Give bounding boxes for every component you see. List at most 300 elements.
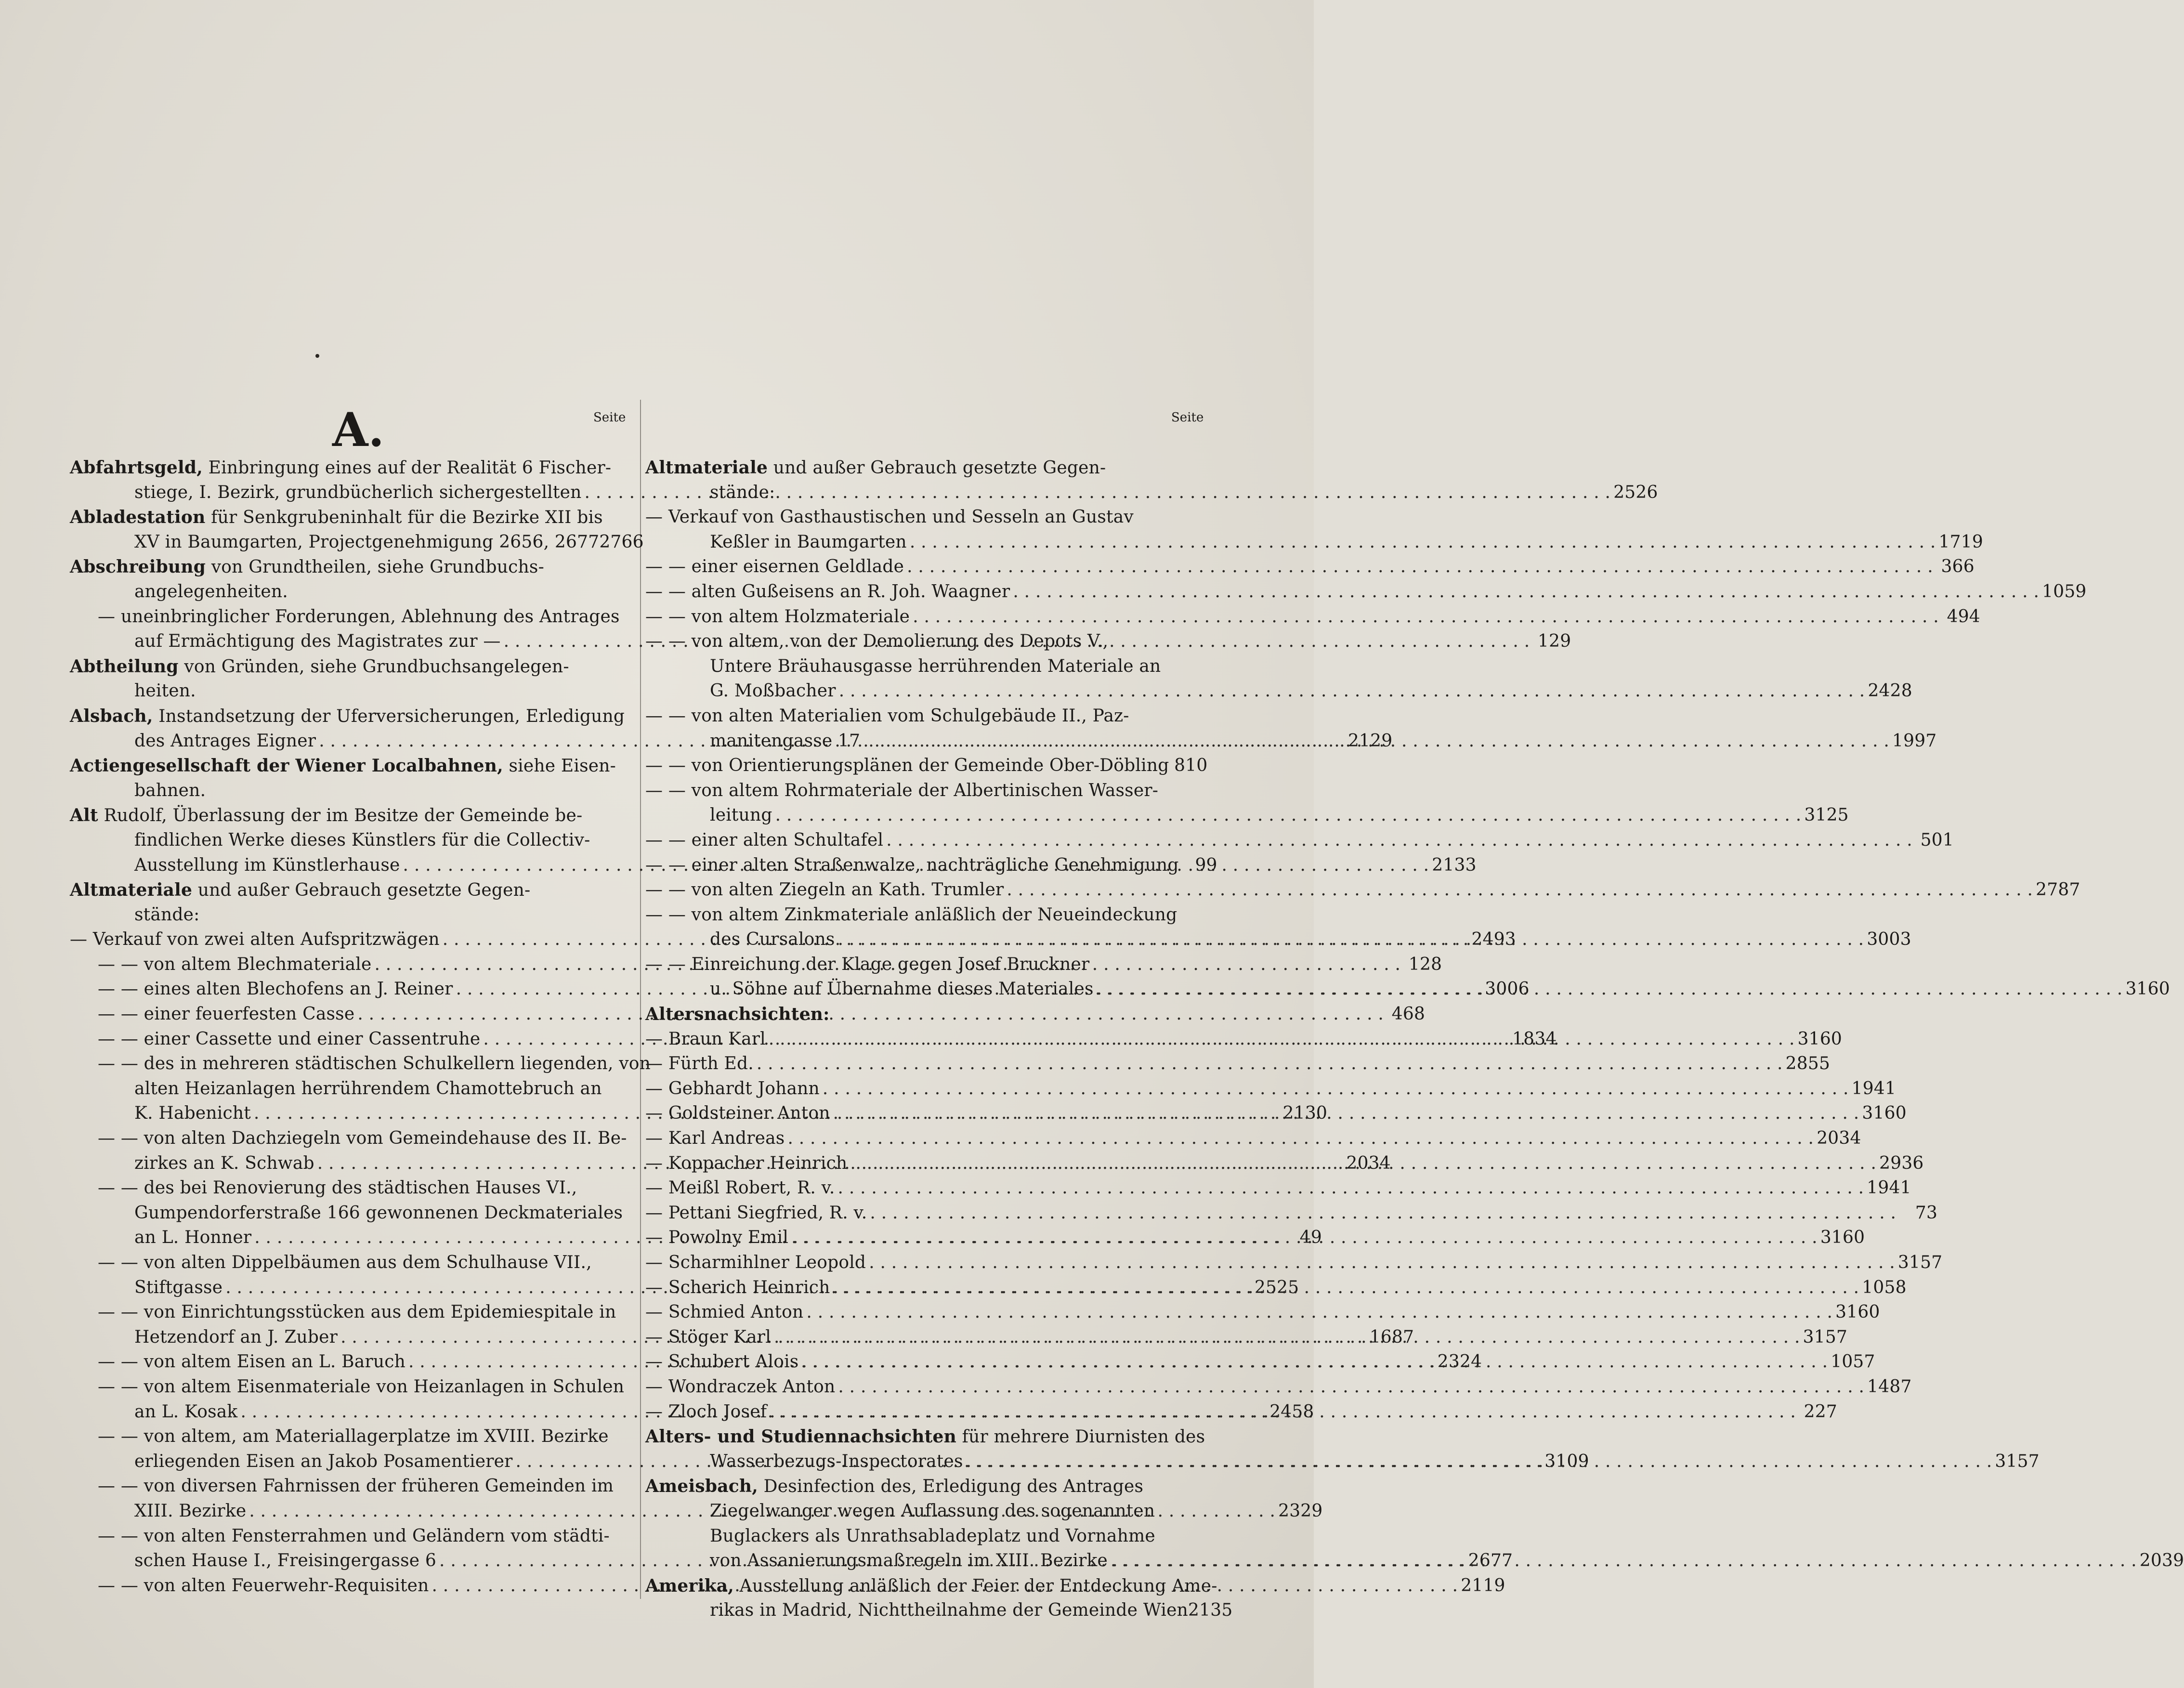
index-entry-text — [645, 557, 904, 576]
index-line — [645, 706, 1198, 731]
index-line — [645, 805, 1849, 830]
page-number: 2526 — [1613, 482, 1658, 502]
dot-leader — [1097, 979, 2123, 999]
index-line — [70, 656, 624, 681]
index-entry-body: Untere Bräuhausgasse herrührenden Materiale an — [710, 656, 1161, 676]
index-entry-body: — — von altem, am Materiallagerplatze im XVIII. Bezirke — [98, 1426, 609, 1447]
page-number: 49 — [1299, 1228, 1322, 1248]
index-entry-text — [710, 532, 907, 552]
index-entry-text — [134, 830, 590, 850]
index-entry-body: — Gebhardt Johann — [645, 1078, 820, 1099]
page-number: 2493 — [1471, 929, 1516, 950]
index-keyword: Altersnachsichten: — [645, 1004, 830, 1025]
dot-leader — [966, 1452, 1992, 1471]
index-entry-text — [645, 507, 1134, 527]
index-keyword: Alsbach, — [70, 706, 153, 726]
index-entry-text — [645, 1004, 830, 1024]
index-entry-body: — — einer eisernen Geldlade — [645, 557, 904, 577]
page-number: 2034 — [1346, 1153, 1391, 1173]
index-entry-body: rikas in Madrid, Nichttheilnahme der Gemeinde Wien — [710, 1600, 1188, 1621]
index-entry-text — [134, 582, 288, 602]
index-entry-body: — — von diversen Fahrnissen der früheren Gemeinden im — [98, 1476, 614, 1496]
index-line — [645, 483, 1198, 508]
page-number: 3006 — [1485, 979, 1530, 999]
dot-leader — [757, 1054, 1783, 1073]
index-entry-text — [645, 1377, 835, 1397]
index-entry-text — [134, 1203, 623, 1223]
index-entry-body: u. Söhne auf Übernahme dieses Materiales — [710, 979, 1094, 999]
dot-leader — [838, 1377, 1864, 1397]
index-entry-text — [98, 1054, 651, 1073]
index-line — [645, 781, 1198, 806]
index-entry-text — [645, 582, 1010, 602]
index-entry-text — [98, 1178, 577, 1198]
index-line — [70, 1377, 624, 1402]
dot-leader — [774, 1327, 1800, 1347]
index-entry-body: — — alten Gußeisens an R. Joh. Waagner — [645, 581, 1010, 602]
index-entry-body: zirkes an K. Schwab — [134, 1153, 314, 1173]
index-line — [645, 1476, 1198, 1501]
index-entry-text — [70, 656, 569, 677]
page-number: 2130 — [1282, 1103, 1328, 1124]
index-entry-text — [134, 631, 501, 651]
dot-leader — [907, 557, 1933, 576]
index-line — [70, 1178, 624, 1203]
index-entry-body: — Stöger Karl — [645, 1327, 771, 1347]
dot-leader — [1007, 880, 2033, 900]
index-entry-text — [645, 1327, 771, 1347]
index-entry-text — [645, 905, 1177, 925]
index-entry-body: alten Heizanlagen herrührendem Chamottebruch an — [134, 1078, 602, 1099]
index-line — [645, 532, 1983, 557]
index-entry-body: — — von Einrichtungsstücken aus dem Epidemiespitale in — [98, 1302, 616, 1322]
index-entry-text — [98, 1526, 610, 1546]
index-entry-body: Ausstellung anläßlich der Feier der Entdeckung Ame- — [733, 1576, 1217, 1596]
index-entry-body: — — einer alten Straßenwalze, nachträgliche Genehmigung — [645, 855, 1179, 875]
index-line — [70, 706, 624, 731]
dot-leader — [838, 929, 1864, 949]
index-entry-body: stiege, I. Bezirk, grundbücherlich sichergestellten — [134, 482, 582, 502]
index-entry-text — [710, 1600, 1188, 1620]
index-entry-text — [98, 1302, 616, 1322]
index-line — [70, 805, 624, 830]
page-number: 366 — [1941, 557, 1975, 577]
index-line — [645, 756, 1208, 781]
index-entry-body: stände: — [134, 904, 200, 925]
index-entry-body: — — von alten Dachziegeln vom Gemeindehause des II. Be- — [98, 1128, 627, 1149]
page-number: 2787 — [2036, 880, 2080, 900]
index-entry-body: — Powolny Emil — [645, 1228, 789, 1248]
dot-leader — [838, 1178, 1864, 1198]
index-line — [70, 582, 624, 607]
index-entry-text — [645, 1426, 1205, 1447]
index-entry-text — [645, 1054, 754, 1073]
dot-leader — [787, 1128, 1814, 1148]
index-entry-body: Keßler in Baumgarten — [710, 532, 907, 552]
page-number: 2034 — [1817, 1128, 1861, 1149]
index-line — [645, 581, 2087, 607]
index-line — [645, 1078, 1896, 1104]
index-entry-text — [98, 1352, 405, 1372]
index-line — [645, 458, 1198, 483]
page-number: 2039 — [2139, 1551, 2184, 1571]
index-line — [645, 1575, 1217, 1601]
dot-leader — [850, 1153, 1876, 1173]
index-line — [645, 557, 1975, 582]
index-line — [645, 855, 1217, 880]
index-line — [70, 1526, 624, 1551]
index-entry-text — [710, 1501, 1155, 1521]
index-keyword: Abschreibung — [70, 557, 206, 577]
index-entry-body: Ziegelwanger wegen Auflassung des sogenannten — [710, 1501, 1155, 1521]
page-number: 810 — [1174, 756, 1208, 776]
index-entry-text — [134, 905, 199, 925]
index-entry-text — [134, 1103, 251, 1123]
index-entry-text — [98, 1576, 429, 1596]
page-number: 2133 — [1432, 855, 1477, 875]
index-entry-body: Stiftgasse — [134, 1277, 223, 1297]
index-entry-text — [645, 955, 1089, 974]
index-line — [645, 1302, 1880, 1327]
index-entry-body: — Fürth Ed. — [645, 1054, 754, 1074]
index-entry-body: — Karl Andreas — [645, 1128, 785, 1149]
index-entry-text — [98, 1253, 592, 1272]
index-line — [645, 955, 1198, 980]
index-entry-body: — Zloch Josef — [645, 1401, 767, 1422]
index-entry-body: — — von altem Eisen an L. Baruch — [98, 1352, 406, 1372]
index-entry-body: — Wondraczek Anton — [645, 1376, 836, 1397]
index-entry-text — [134, 1327, 338, 1347]
index-entry-text — [645, 1178, 835, 1198]
page-number: 1941 — [1851, 1078, 1896, 1099]
index-entry-text — [645, 1278, 830, 1297]
index-line — [70, 905, 624, 930]
index-entry-text — [70, 557, 544, 577]
index-keyword: Altmateriale — [70, 880, 193, 901]
index-entry-text — [645, 1576, 1217, 1596]
index-keyword: Alt — [70, 805, 98, 826]
index-keyword: Abladestation — [70, 507, 206, 528]
dot-leader — [863, 731, 1889, 751]
index-entry-text — [70, 756, 616, 776]
index-entry-body: — — eines alten Blechofens an J. Reiner — [98, 979, 453, 999]
index-entry-text — [710, 979, 1094, 999]
index-entry-body: an L. Kosak — [134, 1401, 238, 1422]
index-line — [70, 1476, 624, 1501]
index-entry-body: — — von Orientierungsplänen der Gemeinde Ober-Döbling — [645, 756, 1169, 776]
index-entry-body: siehe Eisen- — [503, 756, 616, 776]
index-line — [645, 1600, 1233, 1625]
index-entry-text — [645, 1352, 798, 1372]
index-entry-text — [645, 631, 1108, 651]
index-entry-body: — Scharmihlner Leopold — [645, 1253, 866, 1272]
page-number: 3160 — [1797, 1029, 1843, 1049]
index-line — [645, 631, 1198, 656]
index-entry-body: — — des in mehreren städtischen Schulkellern liegenden, von — [98, 1054, 651, 1074]
index-entry-text — [710, 929, 835, 949]
index-entry-text — [134, 681, 196, 701]
index-entry-body: des Antrages Eigner — [134, 731, 316, 751]
page-number: 3003 — [1867, 929, 1911, 950]
index-entry-text — [134, 1153, 314, 1173]
index-line — [70, 756, 624, 781]
page-number: 73 — [1915, 1203, 1938, 1223]
index-entry-text — [70, 458, 611, 478]
index-entry-text — [70, 805, 582, 825]
index-entry-text — [134, 781, 206, 800]
index-entry-body: von Grundtheilen, siehe Grundbuchs- — [206, 557, 544, 577]
page-number: 2135 — [1188, 1600, 1233, 1621]
dot-leader — [913, 607, 1939, 627]
index-line — [70, 1426, 624, 1452]
index-entry-body: — — von altem Blechmateriale — [98, 954, 372, 974]
index-entry-body: Desinfection des, Erledigung des Antrages — [758, 1477, 1144, 1497]
index-line — [70, 1079, 624, 1104]
index-entry-body: — Goldsteiner Anton — [645, 1103, 830, 1124]
page-number: 494 — [1947, 606, 1980, 627]
page-number: 3157 — [1897, 1253, 1943, 1272]
index-entry-body: — — von alten Materialien vom Schulgebäude II., Paz- — [645, 706, 1129, 726]
page-column-header-left: Seite — [593, 410, 626, 425]
index-entry-text — [645, 1302, 803, 1322]
index-entry-body: manitengasse 17 — [710, 731, 861, 751]
page-number: 501 — [1920, 830, 1954, 850]
index-keyword: Abtheilung — [70, 656, 179, 677]
index-line — [645, 1501, 1198, 1526]
index-line — [645, 1203, 1938, 1228]
index-entry-text — [134, 1452, 513, 1471]
index-entry-text — [134, 483, 581, 502]
index-entry-body: — — von alten Dippelbäumen aus dem Schulhause VII., — [98, 1253, 592, 1272]
index-entry-text — [134, 1278, 222, 1297]
index-line — [70, 1302, 624, 1327]
index-entry-body: XIII. Bezirke — [134, 1501, 247, 1521]
index-entry-text — [645, 706, 1129, 726]
index-entry-body: für Senkgrubeninhalt für die Bezirke XII bis — [205, 508, 603, 528]
index-entry-body: für mehrere Diurnisten des — [956, 1427, 1205, 1447]
page-number: 1719 — [1938, 532, 1983, 552]
index-entry-body: — Braun Karl — [645, 1029, 766, 1049]
index-entry-body: — Verkauf von zwei alten Aufspritzwägen — [70, 929, 440, 950]
index-line — [70, 532, 644, 557]
index-entry-text — [70, 929, 440, 949]
index-line — [645, 830, 1954, 855]
index-entry-body: — — von altem Zinkmateriale anläßlich der Neueindeckung — [645, 904, 1177, 925]
index-entry-text — [70, 507, 603, 527]
index-line — [70, 1054, 651, 1079]
index-entry-text — [645, 781, 1158, 800]
index-entry-text — [645, 830, 883, 850]
index-line — [645, 1376, 1912, 1402]
page-number: 1687 — [1369, 1327, 1414, 1347]
index-line — [645, 905, 1198, 930]
page-number: 3160 — [1835, 1302, 1880, 1322]
page-number: 1997 — [1892, 731, 1937, 751]
index-keyword: Abfahrtsgeld, — [70, 458, 203, 478]
index-line — [70, 1203, 624, 1228]
page-number: 2525 — [1254, 1277, 1299, 1297]
page-number: 1834 — [1512, 1029, 1557, 1049]
index-entry-text — [710, 1551, 1108, 1570]
index-entry-body: — Schubert Alois — [645, 1352, 799, 1372]
index-entry-text — [134, 1402, 237, 1422]
section-letter: A. — [332, 403, 384, 457]
index-entry-body: und außer Gebrauch gesetzte Gegen- — [768, 458, 1106, 478]
index-line — [645, 681, 1912, 706]
index-entry-body: stände: — [710, 482, 775, 502]
index-entry-text — [98, 1128, 627, 1148]
index-entry-body: — — von alten Fensterrahmen und Geländern vom städti- — [98, 1526, 610, 1546]
index-entry-text — [134, 1501, 246, 1521]
index-entry-text — [98, 955, 371, 974]
index-entry-body: erliegenden Eisen an Jakob Posamentierer — [134, 1451, 513, 1471]
index-line — [645, 1426, 1205, 1452]
index-entry-text — [134, 1079, 602, 1099]
index-entry-text — [710, 681, 836, 701]
index-entry-body: G. Moßbacher — [710, 681, 836, 701]
index-entry-body: — Koppacher Heinrich — [645, 1153, 848, 1173]
index-keyword: Ameisbach, — [645, 1476, 758, 1497]
page-number: 468 — [1391, 1004, 1425, 1024]
page-number: 128 — [1408, 954, 1442, 974]
index-line — [645, 1128, 1861, 1153]
index-line — [70, 880, 624, 905]
index-entry-body: — Pettani Siegfried, R. v. — [645, 1203, 867, 1223]
index-entry-text — [98, 607, 620, 627]
index-entry-body: an L. Honner — [134, 1228, 252, 1248]
index-keyword: Altmateriale — [645, 458, 768, 478]
index-entry-text — [98, 979, 453, 999]
page-number: 2855 — [1785, 1054, 1831, 1074]
index-line — [645, 1253, 1943, 1278]
index-line — [70, 1253, 624, 1278]
page-number: 2329 — [1278, 1501, 1323, 1521]
index-entry-text — [645, 880, 1004, 900]
index-entry-body: Instandsetzung der Uferversicherungen, Erledigung — [153, 706, 625, 726]
index-entry-text — [98, 1029, 480, 1049]
index-entry-body: XV in Baumgarten, Projectgenehmigung 2656, 2677 — [134, 532, 600, 552]
index-entry-body: — — von alten Feuerwehr-Requisiten — [98, 1575, 429, 1596]
dot-leader — [870, 1203, 1896, 1223]
index-line — [645, 880, 2080, 905]
index-entry-text — [645, 1203, 867, 1223]
index-line — [70, 557, 624, 582]
index-line — [645, 606, 1980, 632]
index-entry-body: — Verkauf von Gasthaustischen und Sesseln an Gustav — [645, 507, 1134, 527]
index-keyword: Actiengesellschaft der Wiener Localbahnen, — [70, 756, 503, 776]
index-entry-text — [645, 607, 910, 627]
index-line — [645, 1178, 1911, 1203]
index-entry-text — [134, 532, 599, 552]
page-column-header-right: Seite — [1171, 410, 1204, 425]
index-entry-body: Gumpendorferstraße 166 gewonnenen Deckmateriales — [134, 1203, 623, 1223]
page-number: 129 — [1538, 631, 1571, 652]
dot-leader — [770, 1402, 1796, 1422]
dot-leader — [1013, 582, 2039, 602]
index-entry-body: — Meißl Robert, R. v. — [645, 1178, 835, 1198]
index-line — [70, 458, 624, 483]
index-line — [70, 781, 624, 806]
dot-leader — [801, 1352, 1828, 1372]
index-entry-text — [710, 805, 772, 825]
index-entry-text — [645, 1228, 788, 1247]
index-entry-body: von Gründen, siehe Grundbuchsangelegen- — [178, 656, 569, 677]
index-entry-text — [645, 756, 1169, 775]
index-entry-body: — — von alten Ziegeln an Kath. Trumler — [645, 880, 1004, 900]
index-entry-text — [645, 1253, 866, 1272]
index-entry-body: Ausstellung im Künstlerhause — [134, 855, 400, 875]
page-number: 99 — [1195, 855, 1217, 875]
index-entry-text — [645, 458, 1106, 478]
index-entry-text — [645, 1079, 820, 1099]
page-number: 3157 — [1995, 1451, 2040, 1471]
index-line — [645, 656, 1198, 681]
index-line — [645, 1054, 1831, 1079]
dot-leader — [775, 805, 1802, 825]
page-number: 2766 — [599, 532, 644, 552]
index-entry-text — [70, 880, 530, 900]
index-entry-body: und außer Gebrauch gesetzte Gegen- — [192, 880, 531, 901]
index-line — [645, 1526, 1198, 1551]
index-entry-body: Rudolf, Überlassung der im Besitze der Gemeinde be- — [98, 806, 583, 826]
index-line — [70, 1128, 627, 1153]
dot-leader — [839, 681, 1865, 701]
dot-leader — [833, 1103, 1859, 1123]
index-entry-text — [134, 731, 316, 751]
index-line — [645, 1004, 1198, 1029]
page-number: 2677 — [1468, 1551, 1513, 1571]
page-number: 3160 — [1820, 1228, 1865, 1248]
page-number: 1941 — [1867, 1178, 1911, 1198]
index-entry-body: Einbringung eines auf der Realität 6 Fischer- — [203, 458, 612, 478]
index-entry-text — [70, 706, 625, 726]
index-entry-body: — — von altem, von der Demolierung des Depots V., — [645, 631, 1109, 652]
page-number: 227 — [1804, 1401, 1837, 1422]
page-number: 1057 — [1831, 1352, 1875, 1372]
index-entry-body: leitung — [710, 805, 772, 825]
index-entry-text — [134, 1228, 251, 1247]
index-line — [70, 681, 624, 706]
index-entry-text — [710, 1526, 1155, 1546]
index-entry-text — [98, 1476, 614, 1496]
dot-leader — [886, 830, 1912, 850]
index-entry-body: des Cursalons — [710, 929, 835, 950]
index-entry-body: — — von altem Eisenmateriale von Heizanlagen in Schulen — [98, 1376, 625, 1397]
page-number: 3160 — [2125, 979, 2170, 999]
dot-leader — [769, 1029, 1795, 1049]
index-entry-text — [645, 1103, 830, 1123]
page-number: 3125 — [1804, 805, 1849, 825]
page-number: 2936 — [1879, 1153, 1924, 1173]
index-entry-body: — Scherich Heinrich — [645, 1277, 830, 1297]
page-number: 1058 — [1862, 1277, 1907, 1297]
page-number: 2458 — [1269, 1401, 1314, 1422]
index-entry-text — [710, 483, 775, 502]
index-entry-text — [645, 1153, 847, 1173]
index-entry-body: heiten. — [134, 681, 196, 701]
index-line — [70, 830, 624, 855]
index-entry-body: angelegenheiten. — [134, 581, 288, 602]
index-entry-text — [645, 1128, 785, 1148]
index-keyword: Amerika, — [645, 1575, 734, 1596]
index-entry-text — [98, 1377, 624, 1397]
index-entry-body: — — einer Cassette und einer Cassentruhe — [98, 1029, 481, 1049]
index-entry-body: — — des bei Renovierung des städtischen Hauses VI., — [98, 1178, 577, 1198]
dot-leader — [833, 1278, 1859, 1297]
index-entry-text — [710, 656, 1161, 676]
index-entry-body: schen Hause I., Freisingergasse 6 — [134, 1551, 437, 1571]
dot-leader — [1111, 1551, 2137, 1570]
